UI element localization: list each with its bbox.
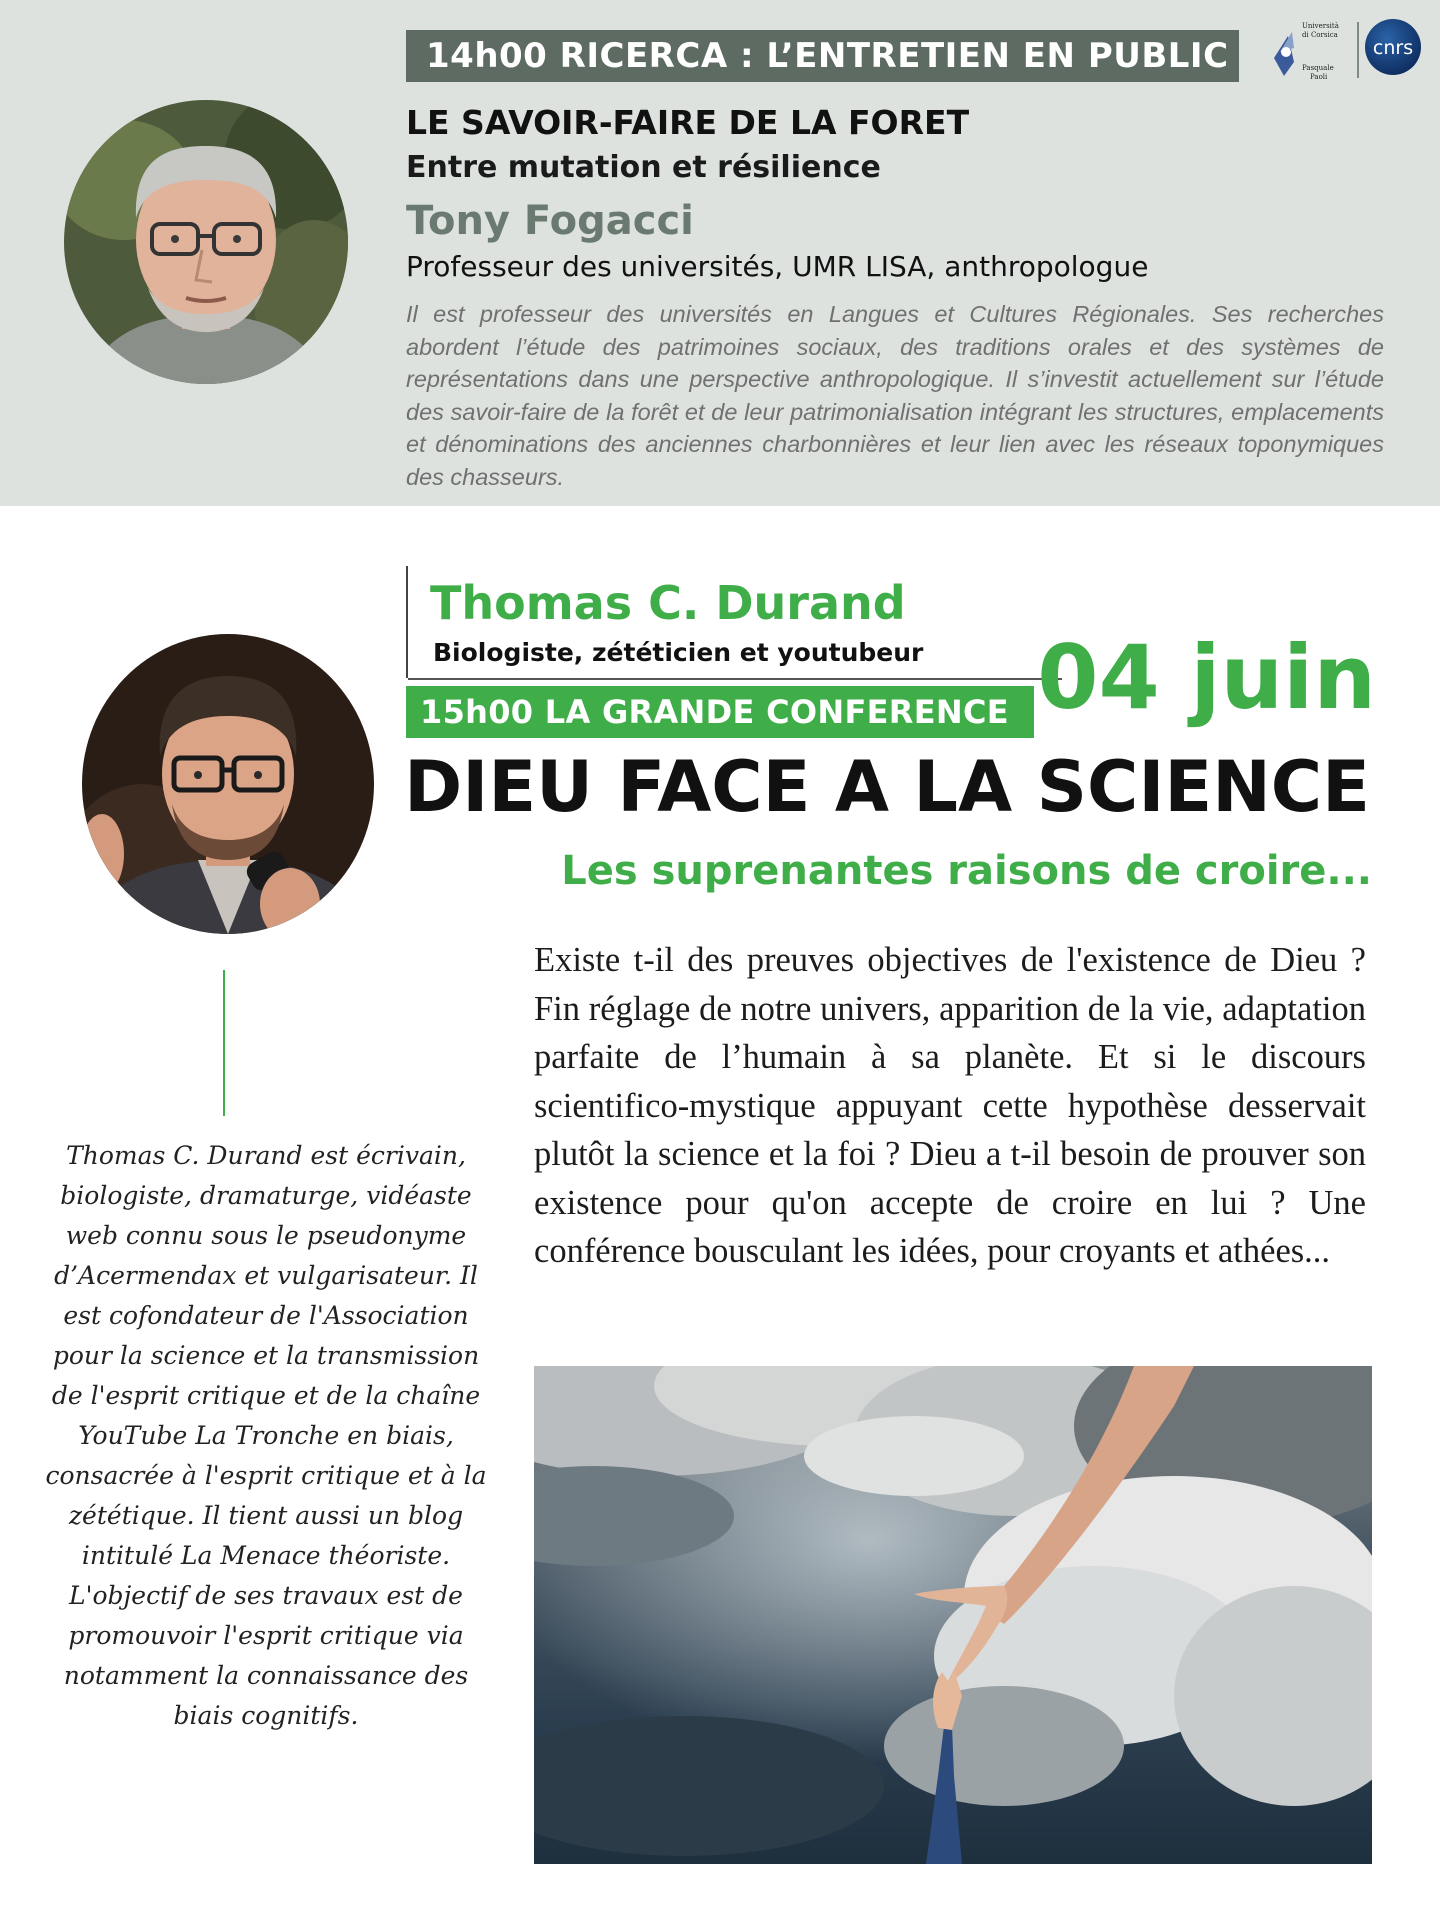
- speaker2-name: Thomas C. Durand: [430, 576, 906, 630]
- speaker1-name: Tony Fogacci: [406, 198, 694, 244]
- speaker2-portrait: [82, 634, 374, 934]
- logo-universita-line2: di Corsica: [1302, 31, 1338, 39]
- conference-illustration: [534, 1366, 1372, 1864]
- session1-section: [0, 0, 1440, 506]
- speaker1-portrait: [64, 100, 348, 384]
- speaker2-bio: Thomas C. Durand est écrivain, biologiste, dramaturge, vidéaste web connu sous le pseudonyme d’Acermendax et vulgarisateur. Il est cofondateur de l'Association pour la science et la transmission de l'esprit critique et de la chaîne YouTube La Tronche en biais, consacrée à l'esprit critique et à la zététique. Il tient aussi un blog intitulé La Menace théoriste. L'objectif de ses travaux est de promouvoir l'esprit critique via notamment la connaissance des biais cognitifs.: [45, 1141, 487, 1730]
- session2-description: Existe t-il des preuves objectives de l'existence de Dieu ? Fin réglage de notre univers, apparition de la vie, adaptation parfaite de l’humain à sa planète. Et si le discours scientifico-mystique appuyant cette hypothèse desservait plutôt la science et la foi ? Dieu a t-il besoin de prouver son existence pour qu'on accepte de croire en lui ? Une conférence bousculant les idées, pour croyants et athées...: [534, 941, 1366, 1270]
- session1-subtitle: Entre mutation et résilience: [406, 150, 881, 185]
- header-divider-vertical: [406, 566, 408, 678]
- session1-title: LE SAVOIR-FAIRE DE LA FORET: [406, 103, 970, 142]
- logo-divider: [1357, 22, 1359, 78]
- event-date: 04 juin: [1037, 626, 1376, 729]
- cnrs-logo-text: cnrs: [1372, 37, 1414, 59]
- logo-universita-line3: Pasquale: [1302, 64, 1334, 72]
- logo-universita-line4: Paoli: [1310, 73, 1328, 81]
- session1-time-banner: 14h00 RICERCA : L’ENTRETIEN EN PUBLIC: [406, 30, 1239, 82]
- session2-subtitle: Les suprenantes raisons de croire...: [561, 848, 1372, 894]
- universita-di-corsica-logo: [1270, 18, 1352, 84]
- cnrs-logo: [1364, 18, 1422, 76]
- speaker1-role: Professeur des universités, UMR LISA, anthropologue: [406, 250, 1149, 283]
- speaker1-bio: Il est professeur des universités en Langues et Cultures Régionales. Ses recherches abordent l’étude des patrimoines sociaux, des traditions orales et des systèmes de représentations dans une perspective anthropologique. Il s’investit actuellement sur l’étude des savoir-faire de la forêt et de leur patrimonialisation intégrant les structures, emplacements et dénominations des anciennes charbonnières et leur lien avec les réseaux toponymiques des chasseurs.: [406, 301, 1384, 490]
- decorative-green-rule: [223, 970, 225, 1116]
- session2-title: DIEU FACE A LA SCIENCE: [404, 746, 1370, 828]
- speaker2-role: Biologiste, zététicien et youtubeur: [433, 638, 924, 667]
- header-divider-horizontal: [408, 678, 1062, 680]
- logo-universita-line1: Università: [1302, 22, 1339, 30]
- session2-time-banner: 15h00 LA GRANDE CONFERENCE: [406, 686, 1034, 738]
